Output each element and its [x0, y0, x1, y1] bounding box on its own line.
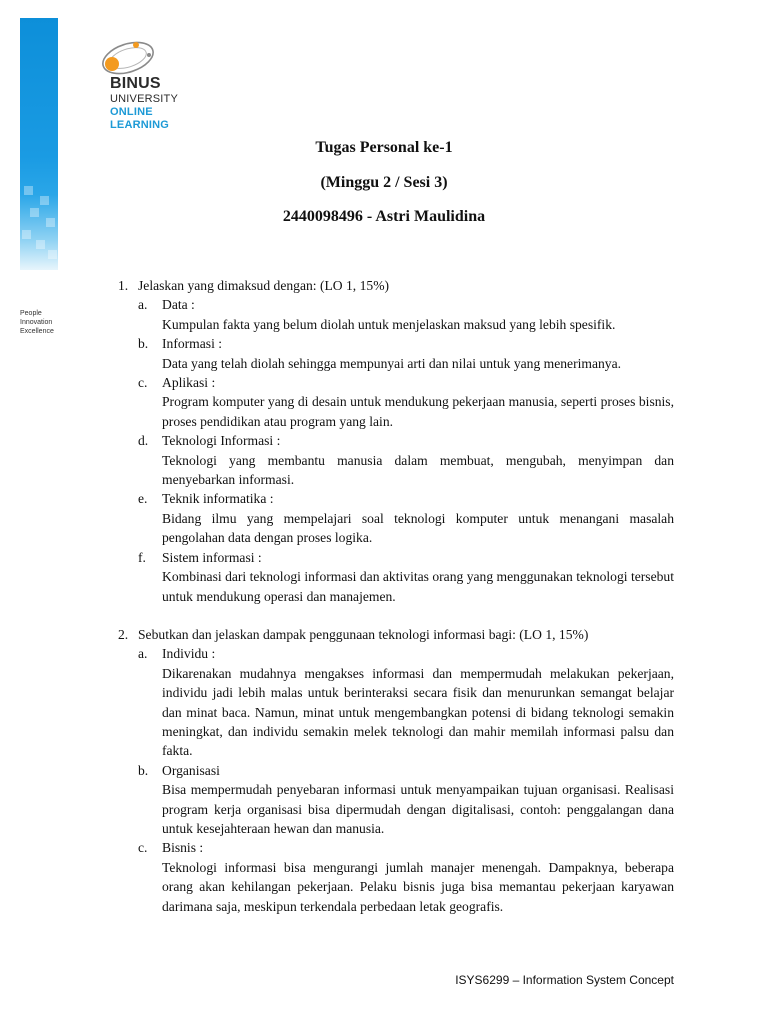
brand-tagline: [20, 309, 80, 336]
list-item: [138, 295, 674, 314]
item-answer: Kombinasi dari teknologi informasi dan aktivitas orang yang menggunakan teknologi tersebut untuk mendukung operasi dan manajemen.: [162, 569, 674, 604]
item-answer: Program komputer yang di desain untuk mendukung pekerjaan manusia, seperti proses bisnis, proses pendidikan atau program yang lain.: [162, 394, 674, 429]
document-subtitle: (Minggu 2 / Sesi 3): [320, 174, 448, 191]
item-term: Data :: [162, 297, 195, 313]
item-letter: a.: [138, 297, 148, 313]
question-number: 1.: [118, 278, 129, 293]
logo-text-university: UNIVERSITY: [110, 93, 179, 105]
item-term: Organisasi: [162, 762, 220, 778]
logo-text-binus: BINUS: [110, 75, 161, 92]
question-number: 2.: [118, 626, 129, 642]
item-letter: c.: [138, 840, 148, 856]
item-term: Teknologi Informasi :: [162, 433, 281, 449]
tagline-line: People: [20, 310, 42, 317]
list-item: [138, 548, 674, 567]
item-answer: Bisa mempermudah penyebaran informasi untuk menyampaikan tujuan organisasi. Realisasi program kerja organisasi bisa dipermudah dengan digitalisasi, contoh: penggalangan dana untuk kesejahteraan hewan dan manusia.: [162, 782, 674, 836]
question-text: Sebutkan dan jelaskan dampak penggunaan teknologi informasi bagi: (LO 1, 15%): [138, 626, 589, 642]
item-letter: b.: [138, 762, 149, 778]
question-text: Jelaskan yang dimaksud dengan: (LO 1, 15%): [138, 278, 390, 293]
logo-text-learning: LEARNING: [110, 119, 170, 131]
student-identity: 2440098496 - Astri Maulidina: [282, 208, 486, 225]
item-letter: e.: [138, 491, 148, 507]
item-term: Informasi :: [162, 336, 223, 352]
item-letter: b.: [138, 336, 149, 352]
binus-logo: [88, 36, 198, 136]
item-letter: d.: [138, 433, 149, 449]
item-answer: Teknologi yang membantu manusia dalam membuat, mengubah, menyimpan dan menyebarkan informasi.: [162, 452, 674, 488]
document-title: Tugas Personal ke-1: [315, 139, 453, 156]
item-term: Sistem informasi :: [162, 549, 262, 565]
item-answer: Kumpulan fakta yang belum diolah untuk menjelaskan maksud yang lebih spesifik.: [162, 316, 616, 332]
list-item: [138, 334, 674, 353]
item-answer: Bidang ilmu yang mempelajari soal teknologi komputer untuk menangani masalah pengolahan data dengan proses logika.: [162, 510, 674, 546]
list-item: [138, 489, 674, 508]
item-letter: f.: [138, 549, 146, 565]
tagline-line: Innovation: [20, 319, 53, 326]
item-answer: Dikarenakan mudahnya mengakses informasi dan mempermudah melakukan pekerjaan, individu jadi lebih malas untuk berinteraksi secara fisik dan menurunkan semangat belajar dan minat baca. Namun, minat untuk mengembangkan potensi di bidang teknologi semakin meningkat, dan individu semakin melek teknologi dan mahir memilah informasi palsu dan fakta.: [162, 665, 674, 759]
question-2: [118, 625, 674, 644]
question-1: [118, 276, 674, 295]
item-term: Individu :: [162, 646, 216, 662]
item-term: Bisnis :: [162, 840, 204, 856]
item-answer: Data yang telah diolah sehingga mempunyai arti dan nilai untuk yang menerimanya.: [162, 355, 622, 371]
item-letter: a.: [138, 646, 148, 662]
list-item: [138, 431, 674, 450]
logo-orbit-icon: [88, 36, 198, 80]
footer-course: ISYS6299 – Information System Concept: [455, 973, 674, 987]
assignment-content: [118, 276, 674, 916]
item-term: Aplikasi :: [162, 375, 216, 391]
item-term: Teknik informatika :: [162, 491, 274, 507]
tagline-line: Excellence: [20, 328, 54, 335]
logo-text-online: ONLINE: [110, 106, 153, 118]
list-item: [138, 373, 674, 392]
list-item: [138, 838, 674, 857]
list-item: [138, 644, 674, 663]
item-letter: c.: [138, 375, 148, 391]
list-item: [138, 761, 674, 780]
item-answer: Teknologi informasi bisa mengurangi jumlah manajer menengah. Dampaknya, beberapa orang akan kehilangan pekerjaan. Pelaku bisnis juga bisa memantau pekerjaan karyawan darimana saja, meskipun terkendala perbedaan letak geografis.: [162, 859, 674, 914]
